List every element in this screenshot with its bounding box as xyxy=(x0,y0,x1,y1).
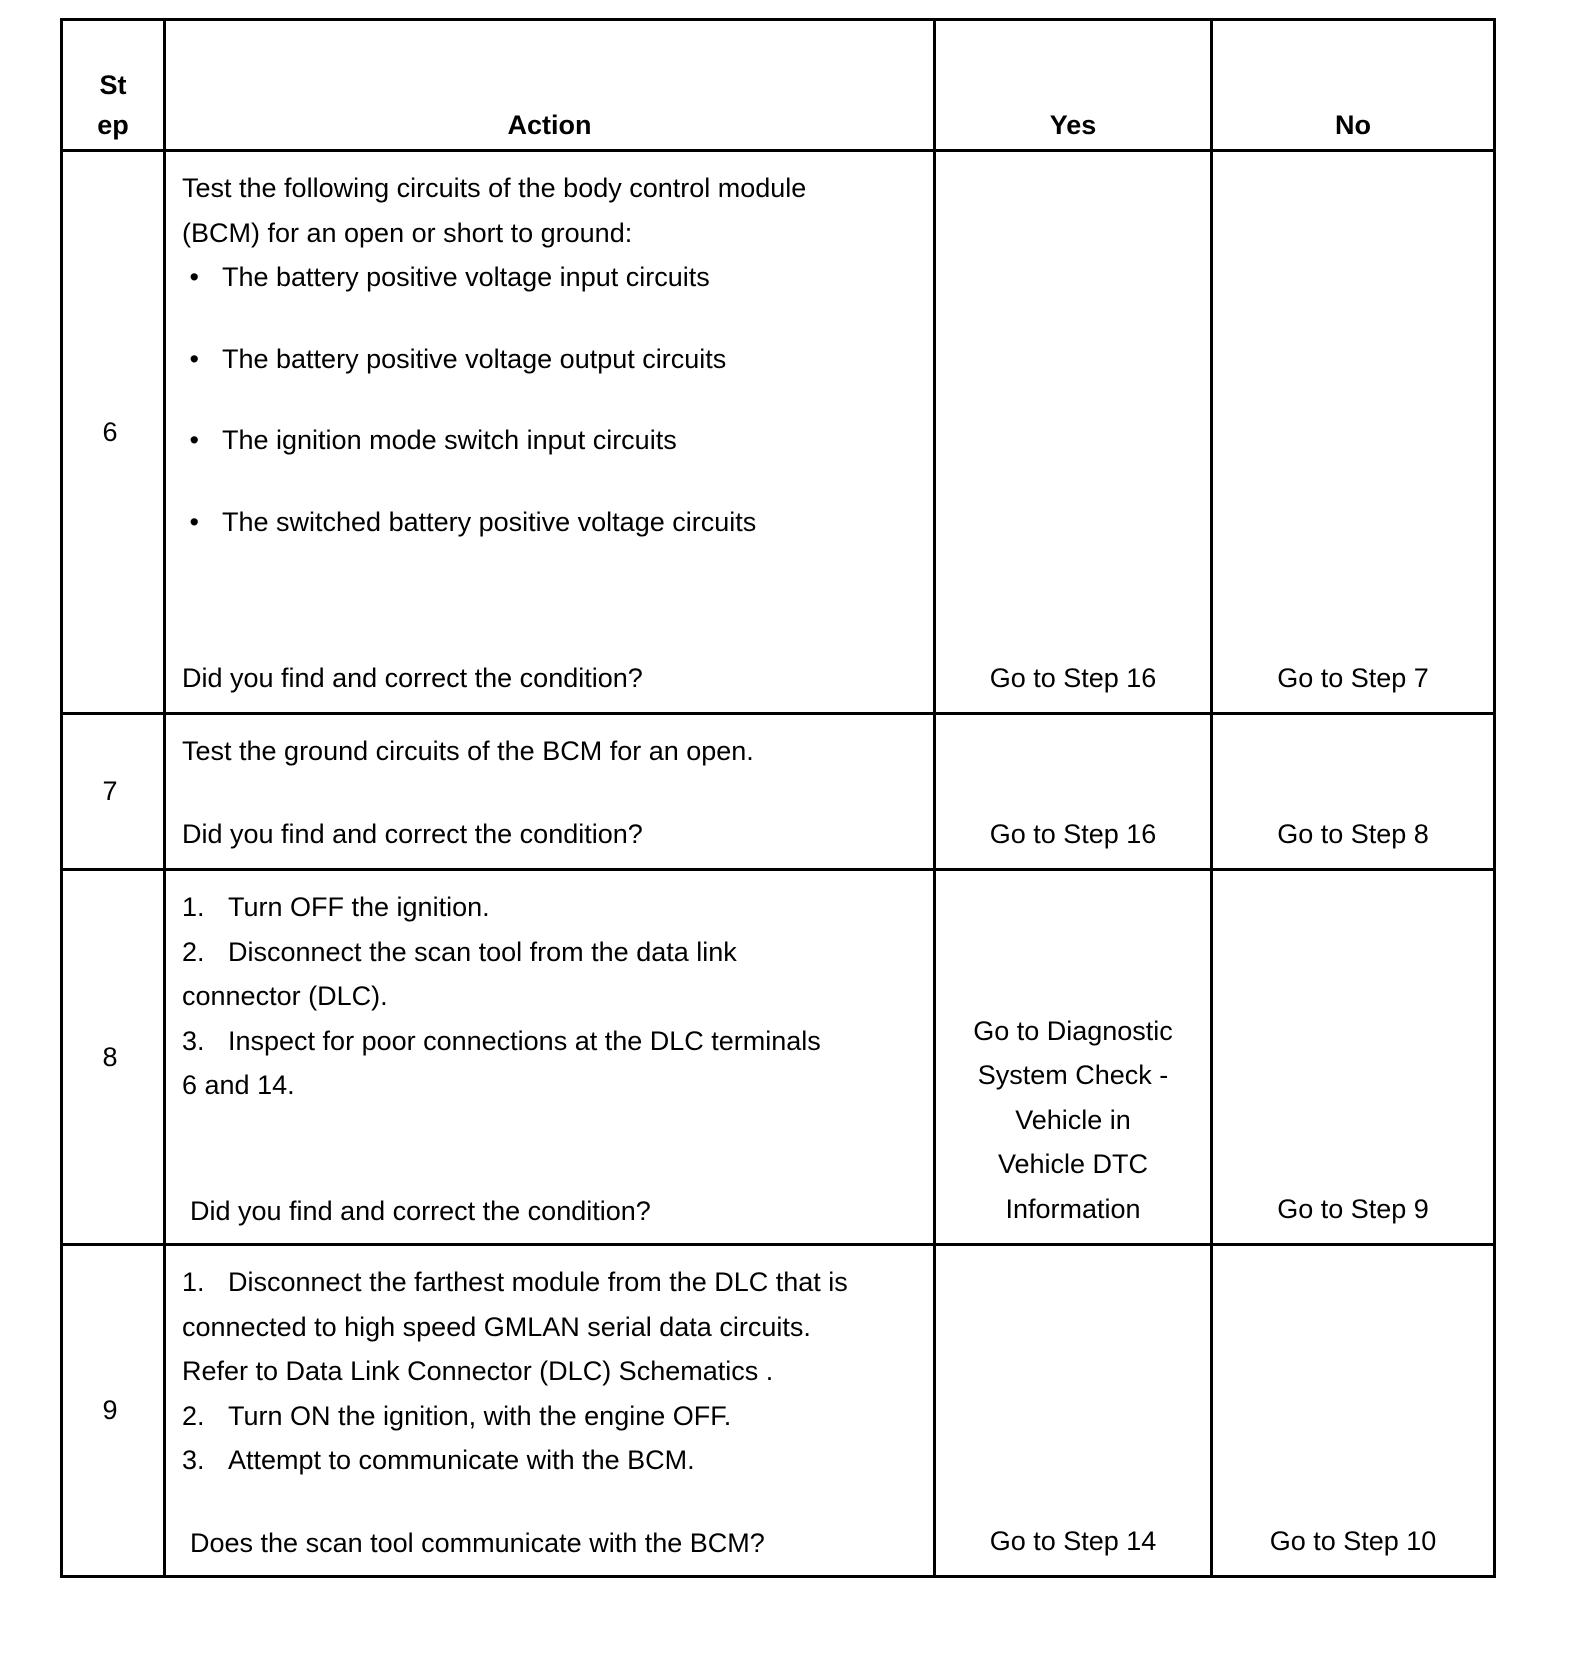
list-text: Disconnect the farthest module from the DLC that is xyxy=(228,1267,848,1297)
list-item xyxy=(182,1438,917,1483)
list-text: Inspect for poor connections at the DLC terminals xyxy=(228,1025,821,1056)
list-text-continued: connected to high speed GMLAN serial data circuits. xyxy=(182,1311,811,1342)
bullet-icon: • xyxy=(182,425,199,455)
table-row-step-7 xyxy=(62,714,1495,870)
header-step xyxy=(62,20,165,151)
action-text: Test the following circuits of the body control module xyxy=(182,173,807,203)
yes-cell: Go to Step 16 xyxy=(935,151,1212,714)
no-cell: Go to Step 10 xyxy=(1212,1245,1495,1577)
bullet-item xyxy=(182,337,917,382)
list-text: Turn OFF the ignition. xyxy=(228,892,490,922)
step-number: 9 xyxy=(62,1245,165,1577)
header-action xyxy=(165,20,935,151)
list-number: 3. xyxy=(182,1025,205,1056)
header-yes xyxy=(935,20,1212,151)
action-cell xyxy=(165,714,935,870)
list-item xyxy=(182,930,917,975)
header-step-line2: ep xyxy=(97,110,129,140)
list-text-continued: connector (DLC). xyxy=(182,981,388,1011)
list-number: 2. xyxy=(182,1400,205,1431)
list-item xyxy=(182,1019,917,1064)
list-text-continued: Refer to Data Link Connector (DLC) Schematics . xyxy=(182,1356,774,1386)
list-item xyxy=(182,1260,917,1305)
header-action-label: Action xyxy=(507,110,592,140)
bullet-text: The battery positive voltage output circuits xyxy=(222,343,727,374)
bullet-icon: • xyxy=(182,343,199,374)
list-number: 1. xyxy=(182,1267,205,1297)
header-step-line1: St xyxy=(99,70,127,100)
table-header-row xyxy=(62,20,1495,151)
bullet-item xyxy=(182,255,917,300)
question-text: Did you find and correct the condition? xyxy=(182,663,643,693)
question-text: Does the scan tool communicate with the BCM? xyxy=(190,1527,765,1558)
yes-line: Information xyxy=(1005,1193,1141,1224)
table-row-step-8 xyxy=(62,870,1495,1245)
header-no-label: No xyxy=(1335,110,1371,140)
list-number: 1. xyxy=(182,892,205,922)
action-text: (BCM) for an open or short to ground: xyxy=(182,217,633,248)
list-text: Attempt to communicate with the BCM. xyxy=(228,1445,695,1475)
yes-line: Go to Diagnostic xyxy=(973,1015,1173,1046)
bullet-item xyxy=(182,418,917,463)
list-number: 3. xyxy=(182,1445,205,1475)
list-text-continued: 6 and 14. xyxy=(182,1070,295,1100)
list-number: 2. xyxy=(182,936,205,967)
table-row-step-9 xyxy=(62,1245,1495,1577)
yes-cell: Go to Step 14 xyxy=(935,1245,1212,1577)
no-cell: Go to Step 8 xyxy=(1212,714,1495,870)
list-text: Disconnect the scan tool from the data link xyxy=(228,936,737,967)
step-number: 8 xyxy=(62,870,165,1245)
no-cell: Go to Step 7 xyxy=(1212,151,1495,714)
action-text: Test the ground circuits of the BCM for an open. xyxy=(182,736,754,766)
question-text: Did you find and correct the condition? xyxy=(190,1195,651,1226)
step-number: 7 xyxy=(62,714,165,870)
bullet-item xyxy=(182,500,917,545)
question-text: Did you find and correct the condition? xyxy=(182,818,643,849)
step-number: 6 xyxy=(62,151,165,714)
list-item xyxy=(182,1394,917,1439)
bullet-text: The battery positive voltage input circuits xyxy=(222,262,710,292)
header-yes-label: Yes xyxy=(1049,110,1097,140)
bullet-text: The ignition mode switch input circuits xyxy=(222,425,677,455)
yes-line: Vehicle DTC xyxy=(997,1149,1149,1179)
bullet-text: The switched battery positive voltage circuits xyxy=(222,506,757,537)
no-cell: Go to Step 9 xyxy=(1212,870,1495,1245)
yes-cell: Go to Step 16 xyxy=(935,714,1212,870)
diagnostic-table xyxy=(60,18,1496,1578)
yes-cell xyxy=(935,870,1212,1245)
list-item xyxy=(182,885,917,930)
list-text: Turn ON the ignition, with the engine OFF. xyxy=(228,1400,732,1431)
bullet-icon: • xyxy=(182,262,199,292)
table-row-step-6 xyxy=(62,151,1495,714)
header-no xyxy=(1212,20,1495,151)
action-cell xyxy=(165,1245,935,1577)
yes-line: System Check - xyxy=(977,1060,1169,1090)
action-cell xyxy=(165,151,935,714)
action-cell xyxy=(165,870,935,1245)
bullet-icon: • xyxy=(182,506,199,537)
yes-line: Vehicle in xyxy=(1015,1104,1131,1135)
